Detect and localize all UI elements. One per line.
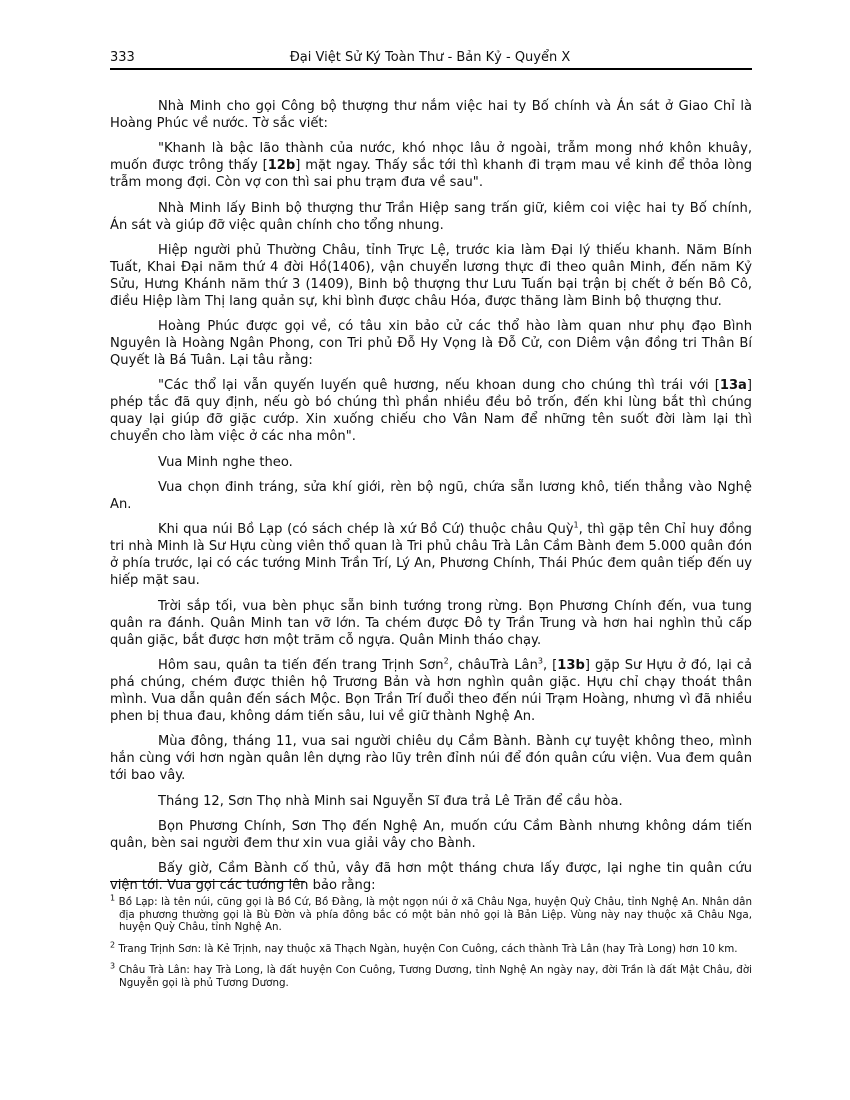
text-run: Nhà Minh cho gọi Công bộ thượng thư nắm việc hai ty Bố chính và Án sát ở Giao Chỉ là Hoàng Phúc về nước. Tờ sắc viết: [110,99,752,131]
footnote [110,940,752,956]
text-run: , thì gặp tên Chỉ huy đồng tri nhà Minh là Sư Hựu cùng viên thổ quan là Tri phủ châu Trà Lân Cầm Bành đem 5.000 quân đón ở phía trước, lại có các tướng Minh Trần Trí, Lý An, Phương Chính, Thái Phúc đem quân tiếp đến uy hiếp mặt sau. [110,522,752,589]
footnote-text: Trang Trịnh Sơn: là Kẻ Trịnh, nay thuộc xã Thạch Ngàn, huyện Con Cuông, cách thành Trà Lân (hay Trà Long) hơn 10 km. [118,942,738,955]
paragraph [110,479,752,513]
text-run: Tháng 12, Sơn Thọ nhà Minh sai Nguyễn Sĩ đưa trả Lê Trăn để cầu hòa. [158,793,623,809]
page-marker: 13a [719,378,747,394]
text-run: "Khanh là bậc lão thành của nước, khó nhọc lâu ở ngoài, trẫm mong nhớ khôn khuây, muốn được trông thấy [ [110,141,752,174]
paragraph [110,377,752,445]
header-rule [110,68,752,70]
text-run: , châuTrà Lân [448,657,538,673]
paragraph [110,98,752,132]
paragraph [110,860,752,894]
text-run: "Các thổ lại vẫn quyến luyến quê hương, nếu khoan dung cho chúng thì trái với [ [158,378,720,394]
page-header [110,50,750,70]
footnote-separator [110,881,305,882]
page-number: 333 [110,50,135,65]
text-run: ] phép tắc đã quy định, nếu gò bó chúng thì phần nhiều đều bỏ trốn, đến khi lùng bắt thì chúng quay lại giúp đỡ giặc cướp. Xin xuống chiếu cho Vân Nam để những tên suốt đời làm lại thì chuyển cho làm việc ở các nha môn". [110,378,752,445]
text-run: Khi qua núi Bồ Lạp (có sách chép là xứ Bồ Cứ) thuộc châu Quỳ [158,522,574,538]
paragraph [110,318,752,369]
text-run: Bấy giờ, Cầm Bành cố thủ, vây đã hơn một tháng chưa lấy được, lại nghe tin quân cứu viện tới. Vua gọi các tướng lên bảo rằng: [110,861,752,894]
text-run: Hôm sau, quân ta tiến đến trang Trịnh Sơn [158,657,444,673]
footnote-ref: 2 [443,656,449,666]
text-run: Vua chọn đinh tráng, sửa khí giới, rèn bộ ngũ, chứa sẵn lương khô, tiến thẳng vào Nghệ An. [110,480,752,513]
text-run: Hoàng Phúc được gọi về, có tâu xin bảo cử các thổ hào làm quan như phụ đạo Bình Nguyên là Hoàng Ngân Phong, con Tri phủ Đỗ Hy Vọng là Đỗ Cử, con Diêm vận đồng tri Thân Bí Quyết là Bá Tuân. Lại tâu rằng: [110,319,752,369]
footnote [110,893,752,934]
text-run: Hiệp người phủ Thường Châu, tỉnh Trực Lệ, trước kia làm Đại lý thiếu khanh. Năm Bính Tuất, Khai Đại năm thứ 4 đời Hồ(1406), vận chuyển lương thực đi theo quân Minh, đến năm Kỷ Sửu, Hưng Khánh năm thứ 3 (1409), Binh bộ thượng thư Lưu Tuấn bại trận bị chết ở bến Bô Cô, điều Hiệp làm Thị lang quản sự, khi bình được châu Hóa, được thăng làm Binh bộ thượng thư. [110,242,752,309]
footnote-ref: 1 [573,521,579,531]
running-title: Đại Việt Sử Ký Toàn Thư - Bản Kỷ - Quyển X [289,50,571,65]
paragraph [110,242,752,310]
paragraph [110,733,752,784]
text-run: Bọn Phương Chính, Sơn Thọ đến Nghệ An, muốn cứu Cầm Bành nhưng không dám tiến quân, bèn sai người đem thư xin vua giải vây cho Bành. [110,818,752,851]
paragraph [110,657,752,725]
text-run: , [ [542,657,558,673]
footnote [110,961,752,989]
main-text [110,98,752,902]
text-run: Nhà Minh lấy Binh bộ thượng thư Trần Hiệp sang trấn giữ, kiêm coi việc hai ty Bố chính, Án sát và giúp đỡ việc quân chính cho tổng nhung. [110,200,752,233]
paragraph [110,793,752,810]
footnotes [110,893,752,999]
text-run: Trời sắp tối, vua bèn phục sẵn binh tướng trong rừng. Bọn Phương Chính đến, vua tung quân ra đánh. Quân Minh tan vỡ lớn. Ta chém được Đô ty Trần Trung và hơn hai nghìn thủ cấp quân giặc, bắt được hơn một trăm cỗ ngựa. Quân Minh tháo chạy. [110,598,752,648]
paragraph [110,521,752,589]
paragraph [110,454,752,471]
text-run: Vua Minh nghe theo. [158,454,293,470]
footnote-number: 3 [110,961,116,971]
footnote-text: Bồ Lạp: là tên núi, cũng gọi là Bồ Cứ, Bồ Đằng, là một ngọn núi ở xã Châu Nga, huyện Quỳ Châu, tỉnh Nghệ An. Nhân dân địa phương thường gọi là Bù Đờn và phía đông bắc có một bản nhỏ gọi là Bản Liệp. Vùng này nay thuộc xã Châu Nga, huyện Quỳ Châu, tỉnh Nghệ An. [118,896,752,934]
footnote-number: 1 [110,893,116,903]
paragraph [110,598,752,649]
footnote-ref: 3 [537,656,543,666]
footnote-number: 2 [110,940,116,950]
paragraph [110,200,752,234]
page-marker: 13b [557,657,585,673]
text-run: ] mặt ngay. Thấy sắc tới thì khanh đi trạm mau về kinh để thỏa lòng trẫm mong đợi. Còn vợ con thì sai phu trạm đưa về sau". [110,158,753,191]
paragraph [110,818,752,852]
text-run: Mùa đông, tháng 11, vua sai người chiêu dụ Cầm Bành. Bành cự tuyệt không theo, mình hắn cùng với hơn ngàn quân lên dựng rào lũy trên đỉnh núi để đón quân cứu viện. Vua đem quân tới bao vây. [110,734,752,784]
footnote-text: Châu Trà Lân: hay Trà Long, là đất huyện Con Cuông, Tương Dương, tỉnh Nghệ An ngày nay, đời Trần là đất Mật Châu, đời Nguyễn gọi là phủ Tương Dương. [118,964,752,989]
paragraph [110,140,752,191]
text-run: ] gặp Sư Hựu ở đó, lại cả phá chúng, chém được thiên hộ Trương Bản và hơn nghìn quân giặc. Hựu chỉ chạy thoát thân mình. Vua dẫn quân đến sách Mộc. Bọn Trần Trí đuổi theo đến núi Trạm Hoàng, nhưng vì đã nhiều phen bị thua đau, không dám tiến sâu, lui về giữ thành Nghệ An. [110,657,753,724]
page-marker: 12b [267,158,296,174]
